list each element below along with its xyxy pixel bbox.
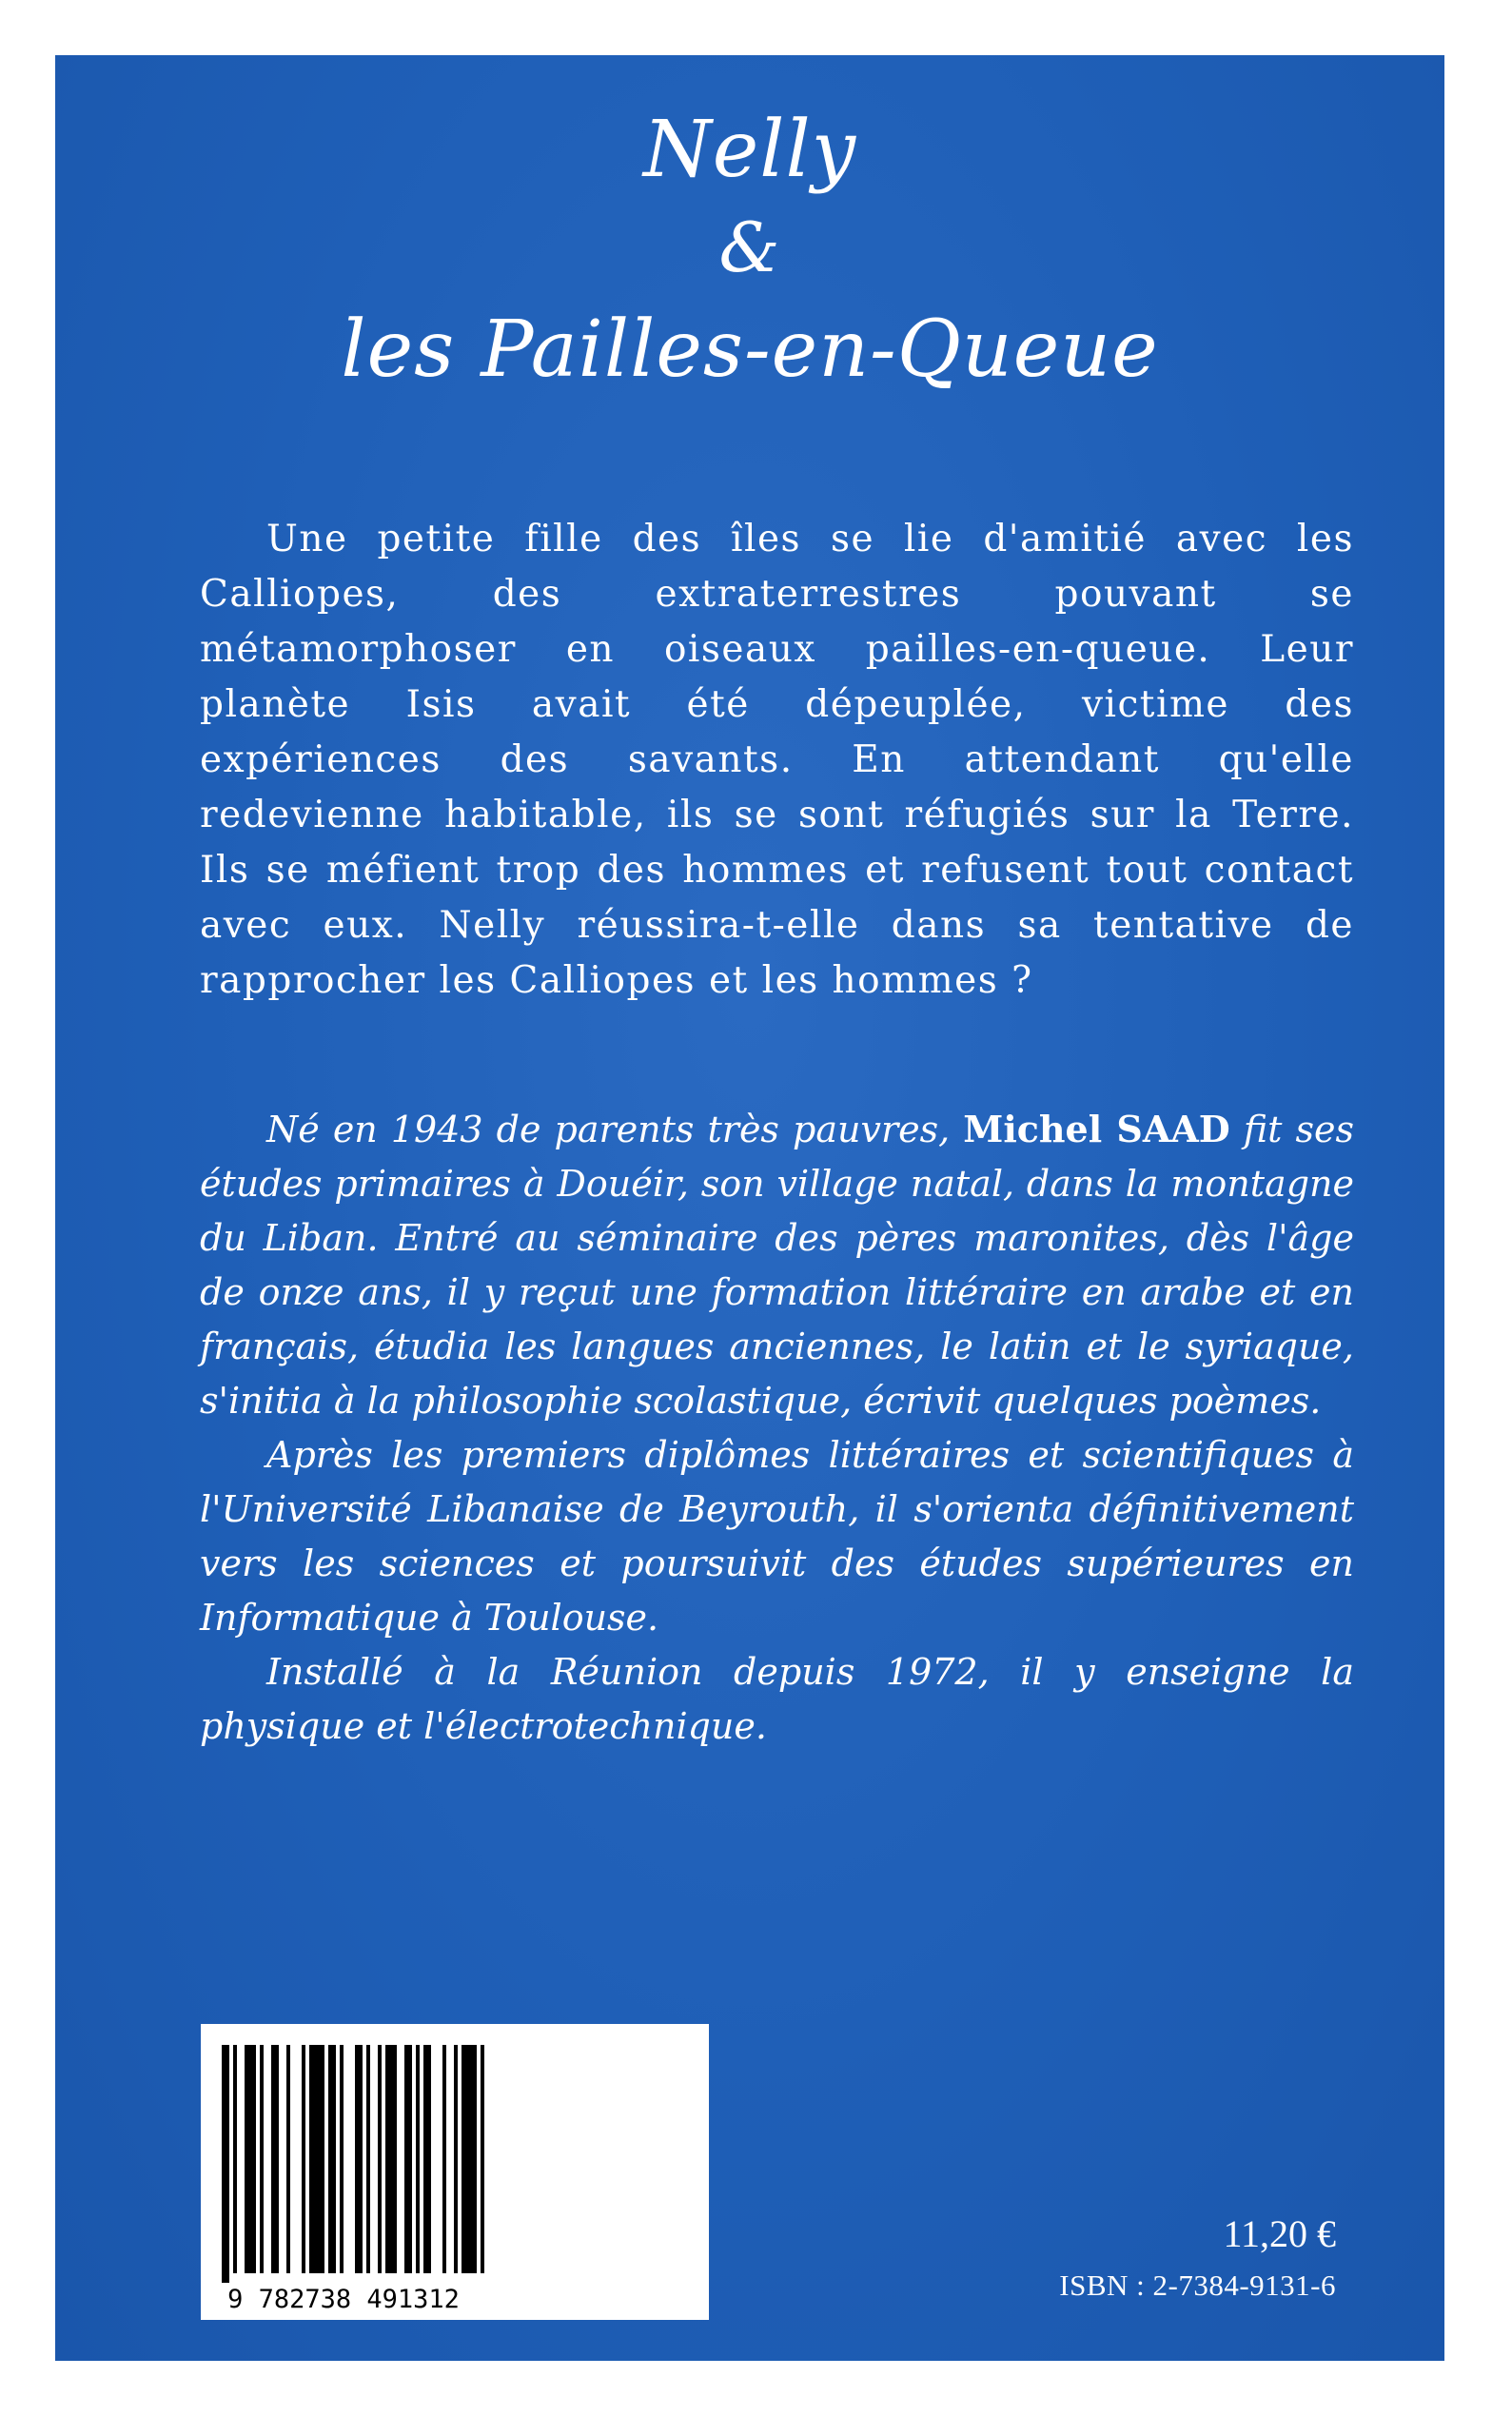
- barcode-bar: [366, 2045, 370, 2273]
- barcode-bar: [481, 2045, 484, 2273]
- author-biography: [200, 1102, 1354, 1754]
- bio-paragraph-2: Après les premiers diplômes littéraires et scientifiques à l'Université Libanaise de Beyrouth, il s'orienta définitivement vers les sciences et poursuivit des études supérieures en Informatique à Toulouse.: [200, 1434, 1354, 1639]
- barcode-bar: [385, 2045, 397, 2273]
- barcode-bar: [454, 2045, 458, 2273]
- barcode-bar: [442, 2045, 446, 2273]
- barcode-graphic: [201, 2024, 709, 2320]
- barcode-bar: [302, 2045, 305, 2273]
- barcode-bar: [222, 2045, 229, 2283]
- barcode-bar: [423, 2045, 431, 2273]
- title-nelly: Nelly: [642, 105, 857, 195]
- bio-paragraph-3: Installé à la Réunion depuis 1972, il y enseigne la physique et l'électrotechnique.: [200, 1651, 1354, 1747]
- barcode-digits: 9 782738 491312: [227, 2285, 460, 2314]
- barcode-bar: [286, 2045, 290, 2273]
- bio-intro-rest: fit ses études primaires à Douéir, son village natal, dans la montagne du Liban. Entré au séminaire des pères maronites, dès l'âge de onze ans, il y reçut une formation littéraire en arabe et en français, étudia les langues anciennes, le latin et le syriaque, s'initia à la philosophie scolastique, écrivit quelques poèmes.: [200, 1109, 1355, 1422]
- title-pailles-en-queue: les Pailles-en-Queue: [341, 304, 1159, 395]
- barcode-bar: [378, 2045, 382, 2273]
- bio-intro: Né en 1943 de parents très pauvres,: [266, 1109, 964, 1150]
- title-ampersand: &: [718, 207, 781, 287]
- barcode-bar: [260, 2045, 264, 2273]
- price: 11,20 €: [1223, 2212, 1336, 2255]
- barcode-bar: [355, 2045, 363, 2273]
- synopsis-text: Une petite fille des îles se lie d'amitié avec les Calliopes, des extraterrestres pouvant se métamorphoser en oiseaux pailles-en-queue. Leur planète Isis avait été dépeuplée, victime des expériences des savants. En attendant qu'elle redevienne habitable, ils se sont réfugiés sur la Terre. Ils se méfient trop des hommes et refusent tout contact avec eux. Nelly réussira-t-elle dans sa tentative de rapprocher les Calliopes et les hommes ?: [200, 518, 1354, 1002]
- barcode-bar: [340, 2045, 344, 2273]
- back-cover: [55, 55, 1444, 2361]
- isbn: ISBN : 2-7384-9131-6: [1059, 2269, 1336, 2302]
- barcode-bar: [271, 2045, 279, 2273]
- barcode-bar: [233, 2045, 237, 2273]
- bio-paragraph-1: [200, 1102, 1354, 1428]
- barcode-bars: [222, 2045, 484, 2283]
- barcode-bar: [245, 2045, 256, 2273]
- barcode-bar: [328, 2045, 336, 2273]
- barcode: [201, 2024, 709, 2320]
- author-name: Michel SAAD: [963, 1108, 1230, 1150]
- barcode-bar: [309, 2045, 324, 2273]
- barcode-bar: [416, 2045, 420, 2273]
- barcode-bar: [404, 2045, 412, 2273]
- barcode-bar: [461, 2045, 477, 2273]
